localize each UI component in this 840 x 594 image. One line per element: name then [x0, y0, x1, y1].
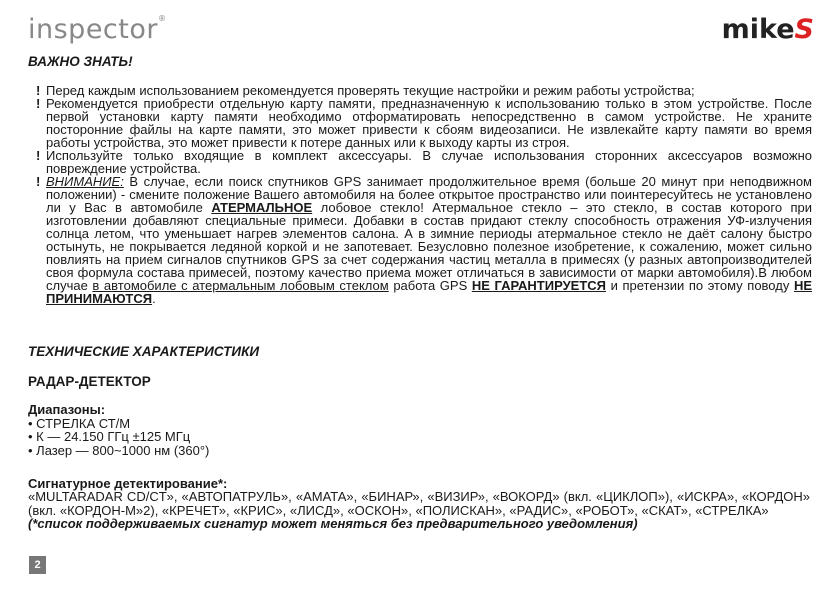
- signatures-section: [28, 477, 810, 530]
- exclamation-icon: !: [36, 96, 41, 111]
- note-text: .: [152, 291, 156, 306]
- note-item: [36, 149, 812, 175]
- note-text: Используйте только входящие в комплект аксессуары. В случае использования сторонних аксессуаров возможно повреждение устройства.: [46, 148, 812, 176]
- note-text: Рекомендуется приобрести отдельную карту памяти, предназначенную к использованию только в этом устройстве. После первой установки карту памяти необходимо отформатировать непосредственно в самом устройстве. Не храните посторонние файлы на карте памяти, это может привести к сбоям видеозаписи. Не извлекайте карту памяти во время работы устройства, это может привести к потере данных или к выходу карты из строя.: [46, 96, 812, 150]
- note-text: Перед каждым использованием рекомендуется проверять текущие настройки и режим работы устройства;: [46, 83, 695, 98]
- signatures-title: Сигнатурное детектирование*:: [28, 476, 228, 491]
- not-accepted-emphasis: НЕ ПРИНИМАЮТСЯ: [46, 278, 812, 306]
- brand-right-text: mike: [721, 14, 795, 45]
- range-item: • К — 24.150 ГГц ±125 МГц: [28, 429, 191, 444]
- attention-label: ВНИМАНИЕ:: [46, 174, 124, 189]
- note-text: В случае, если поиск спутников GPS занимает продолжительное время (больше 20 минут при неподвижном положении) - смените положение Вашего автомобиля на более открытое пространство или поинтересуйтесь не установлено ли у Вас в автомобиле: [46, 174, 812, 215]
- mikes-logo: [722, 14, 814, 45]
- signatures-footnote: (*список поддерживаемых сигнатур может меняться без предварительного уведомления): [28, 515, 638, 531]
- ranges-title: Диапазоны:: [28, 402, 106, 417]
- brand-right-accent: S: [794, 14, 814, 45]
- note-item-attention: [36, 175, 812, 305]
- signatures-list: «MULTARADAR CD/CT», «АВТОПАТРУЛЬ», «АМАТА», «БИНАР», «ВИЗИР», «ВОКОРД» (вкл. «ЦИКЛОП»), «ИСКРА», «КОРДОН» (вкл. «КОРДОН-М»2), «КРЕЧЕТ», «КРИС», «ЛИСД», «ОСКОН», «ПОЛИСКАН», «РАДИС», «РОБОТ», «СКАТ», «СТРЕЛКА»: [28, 489, 810, 518]
- page-number-badge: 2: [29, 556, 46, 574]
- brand-registered-mark: ®: [157, 14, 167, 23]
- not-guaranteed-emphasis: НЕ ГАРАНТИРУЕТСЯ: [471, 278, 606, 293]
- note-text: и претензии по этому поводу: [606, 278, 794, 293]
- exclamation-icon: !: [36, 148, 41, 163]
- athermal-emphasis: АТЕРМАЛЬНОЕ: [211, 200, 313, 215]
- specs-heading: ТЕХНИЧЕСКИЕ ХАРАКТЕРИСТИКИ: [28, 344, 260, 359]
- exclamation-icon: !: [36, 174, 41, 189]
- radar-heading: РАДАР-ДЕТЕКТОР: [28, 374, 151, 389]
- inspector-logo: [28, 14, 166, 45]
- important-heading: ВАЖНО ЗНАТЬ!: [28, 54, 133, 69]
- range-item: • СТРЕЛКА СТ/М: [28, 415, 131, 431]
- brand-left-text: inspector: [28, 14, 158, 45]
- note-text: работа GPS: [388, 278, 472, 293]
- ranges-section: [28, 403, 808, 457]
- note-item: [36, 97, 812, 149]
- note-text: лобовое стекло! Атермальное стекло – это стекло, в состав которого при изготовлении добавляют специальные примеси. Добавки в состав придают стеклу способность отражения УФ-излучения солнца летом, что уменьшает нагрев элементов салона. А в зимние периоды атермальное стекло не даёт салону быстро остынуть, не покрывается ледяной коркой и не запотевает. Безусловно полезное изобретение, к сожалению, может сильно повлиять на прием сигналов спутников GPS за счет содержания частиц металла в примесях (у разных автопроизводителей своя формула состава примесей, поэтому качество приема может отличаться в зависимости от марки автомобиля).В любом случае: [46, 200, 812, 293]
- in-car-emphasis: в автомобиле с атермальным лобовым стеклом: [92, 278, 389, 293]
- exclamation-icon: !: [36, 83, 41, 98]
- range-item: • Лазер — 800~1000 нм (360°): [28, 442, 210, 458]
- notes-list: [36, 84, 812, 305]
